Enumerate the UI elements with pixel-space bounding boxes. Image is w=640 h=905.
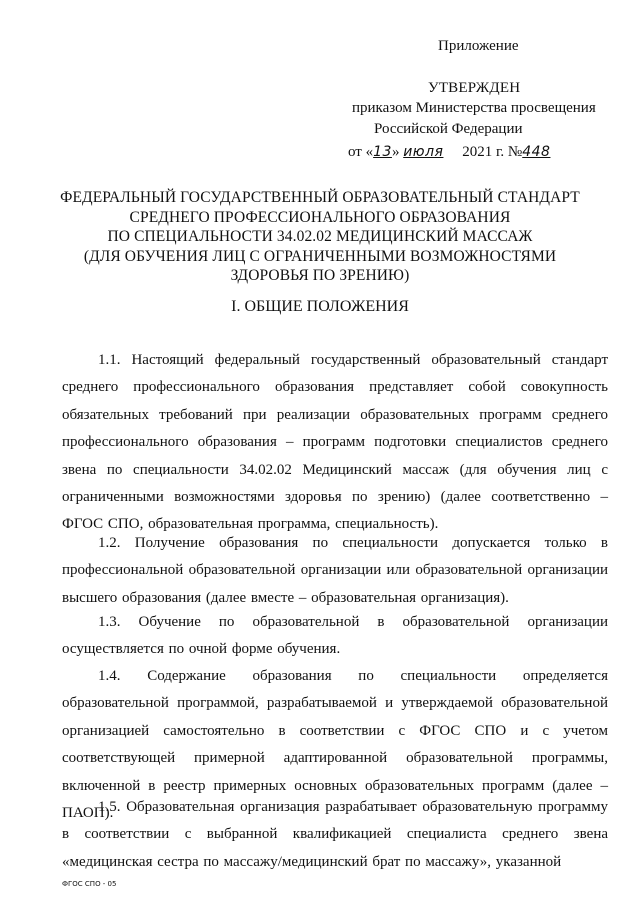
order-number: 448 <box>522 144 551 160</box>
paragraph-1-1: 1.1. Настоящий федеральный государственный образовательный стандарт среднего профессионального образования представляет собой совокупность обязательных требований при реализации образовательных программ среднего профессионального образования – программ подготовки специалистов среднего звена по специальности 34.02.02 Медицинский массаж (для обучения лиц с ограниченными возможностями здоровья по зрению) (далее соответственно – ФГОС СПО, образовательная программа, специальность). <box>62 352 608 533</box>
footer-code: ФГОС СПО - 05 <box>62 880 117 888</box>
paragraph-1-4: 1.4. Содержание образования по специальности определяется образовательной программой, разрабатываемой и утверждаемой образовательной организацией самостоятельно в соответствии с ФГОС СПО и с учетом соответствующей примерной адаптированной образовательной программы, включенной в реестр примерных основных образовательных программ (далее – ПАОП). <box>62 668 608 822</box>
date-underline-gap <box>443 144 462 160</box>
paragraph-1-2: 1.2. Получение образования по специальности допускается только в профессиональной образовательной организации или образовательной организации высшего образования (далее вместе – образовательная организация). <box>62 535 608 606</box>
title-line-3: ПО СПЕЦИАЛЬНОСТИ 34.02.02 МЕДИЦИНСКИЙ МАССАЖ <box>107 228 533 245</box>
approved-label: УТВЕРЖДЕН <box>428 80 521 96</box>
date-month: июля <box>403 144 444 160</box>
date-mid: » <box>391 144 400 160</box>
document-title <box>20 188 620 286</box>
appendix-label: Приложение <box>438 38 519 54</box>
title-line-2: СРЕДНЕГО ПРОФЕССИОНАЛЬНОГО ОБРАЗОВАНИЯ <box>129 208 511 226</box>
ministry-line: Российской Федерации <box>374 121 523 137</box>
date-year: 2021 г. № <box>462 144 523 160</box>
title-line-1: ФЕДЕРАЛЬНЫЙ ГОСУДАРСТВЕННЫЙ ОБРАЗОВАТЕЛЬНЫЙ СТАНДАРТ <box>60 189 580 206</box>
title-line-5: ЗДОРОВЬЯ ПО ЗРЕНИЮ) <box>230 267 410 284</box>
date-prefix: от « <box>348 144 374 160</box>
paragraph-1-3: 1.3. Обучение по образовательной в образовательной организации осуществляется по очной форме обучения. <box>62 614 608 658</box>
date-day: 13 <box>373 144 392 160</box>
order-line: приказом Министерства просвещения <box>352 100 596 116</box>
section-heading: I. ОБЩИЕ ПОЛОЖЕНИЯ <box>231 298 409 315</box>
paragraph-1-5: 1.5. Образовательная организация разрабатывает образовательную программу в соответствии с выбранной квалификацией специалиста среднего звена «медицинская сестра по массажу/медицинский брат по массажу», указанной <box>62 799 608 870</box>
order-date-line <box>348 142 550 162</box>
title-line-4: (ДЛЯ ОБУЧЕНИЯ ЛИЦ С ОГРАНИЧЕННЫМИ ВОЗМОЖНОСТЯМИ <box>83 247 557 265</box>
